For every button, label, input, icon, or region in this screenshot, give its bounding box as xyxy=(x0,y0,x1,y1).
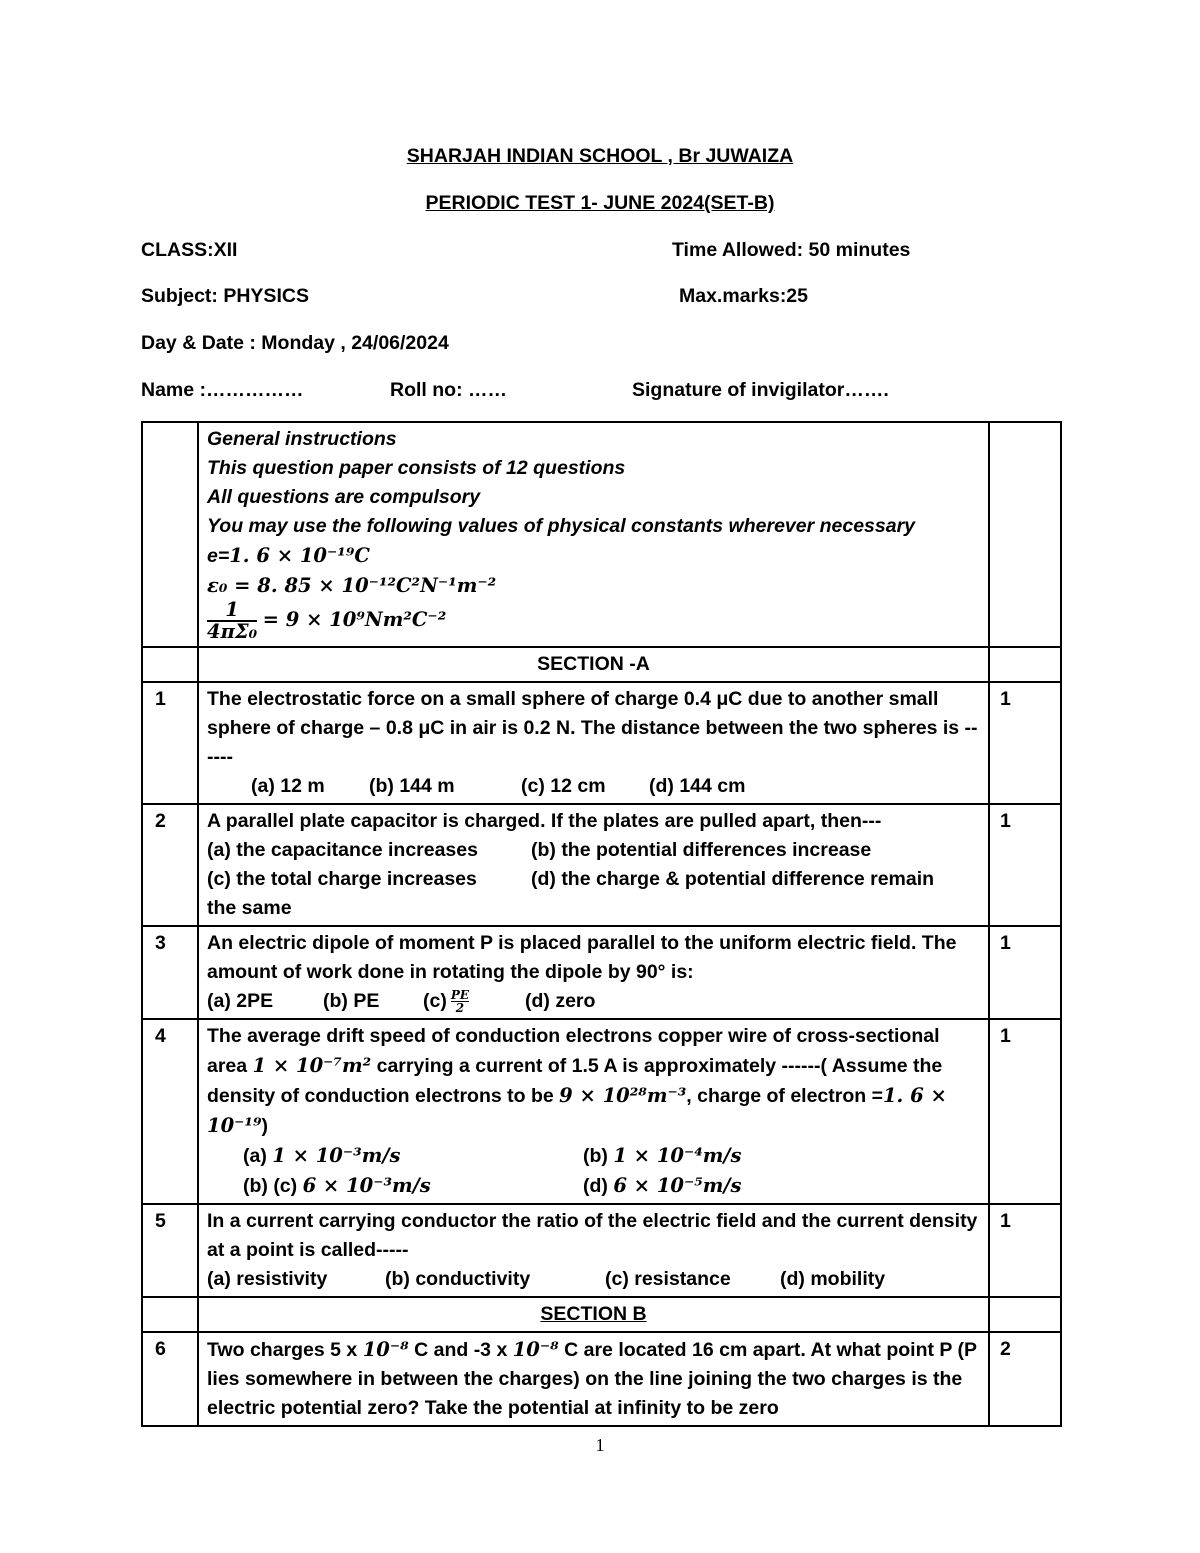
question-number: 3 xyxy=(142,926,198,1019)
option-a: (a) 12 m xyxy=(251,775,325,797)
option-b: (b) the potential differences increase xyxy=(531,839,872,861)
option-c: (c) the total charge increases xyxy=(207,868,477,890)
option-b: (b) PE xyxy=(323,990,380,1012)
option-d-continued: the same xyxy=(207,897,292,919)
question-text: A parallel plate capacitor is charged. If the plates are pulled apart, then--- xyxy=(207,810,882,832)
option-c: (c) resistance xyxy=(605,1268,731,1290)
question-number: 5 xyxy=(142,1204,198,1297)
question-row xyxy=(142,1332,1061,1426)
question-body xyxy=(198,804,989,926)
question-number: 4 xyxy=(142,1019,198,1204)
time-allowed: Time Allowed: 50 minutes xyxy=(672,239,911,261)
invigilator-signature: Signature of invigilator……. xyxy=(632,379,889,401)
question-marks: 1 xyxy=(989,926,1061,1019)
option-c: (c) $\frac{PE}{2}$ xyxy=(423,988,470,1016)
instructions-title: General instructions xyxy=(207,428,397,450)
max-marks: Max.marks:25 xyxy=(679,285,808,307)
options xyxy=(207,836,980,865)
roll-no-field: Roll no: …… xyxy=(390,379,507,401)
question-marks: 1 xyxy=(989,1019,1061,1204)
option-d: (d) mobility xyxy=(780,1268,886,1290)
subject-label: Subject: PHYSICS xyxy=(141,285,309,307)
question-text: In a current carrying conductor the ratio of the electric field and the current density at a point is called----- xyxy=(207,1210,978,1261)
option-d: (d) 6 × 10⁻⁵m/s xyxy=(583,1174,742,1197)
options xyxy=(207,1265,980,1294)
section-b-row xyxy=(142,1297,1061,1332)
instructions-cell xyxy=(198,422,989,647)
constant-k: $\frac{1}{\text{4πΣ₀}}$ = 9 × 10⁹Nm²C⁻² xyxy=(207,598,447,643)
options xyxy=(207,865,980,894)
question-body xyxy=(198,1332,989,1426)
question-body xyxy=(198,1204,989,1297)
option-b: (b) 1 × 10⁻⁴m/s xyxy=(583,1144,742,1167)
options xyxy=(207,1141,980,1171)
question-number: 6 xyxy=(142,1332,198,1426)
question-marks: 1 xyxy=(989,1204,1061,1297)
question-row xyxy=(142,1019,1061,1204)
option-b: (b) conductivity xyxy=(385,1268,531,1290)
question-body xyxy=(198,1019,989,1204)
question-table xyxy=(141,421,1062,1427)
section-a-row xyxy=(142,647,1061,682)
option-c: (b) (c) 6 × 10⁻³m/s xyxy=(243,1174,431,1197)
option-a: (a) 1 × 10⁻³m/s xyxy=(243,1144,401,1167)
question-marks: 1 xyxy=(989,682,1061,804)
section-b-heading: SECTION B xyxy=(540,1303,647,1325)
question-body xyxy=(198,926,989,1019)
option-a: (a) the capacitance increases xyxy=(207,839,478,861)
question-text: The average drift speed of conduction electrons copper wire of cross-sectional area 1 × 10⁻⁷m² carrying a current of 1.5 A is approximately ------( Assume the density of conduction electrons to be 9 × 10²⁸m⁻³, charge of electron =1. 6 × 10⁻¹⁹) xyxy=(207,1025,947,1137)
option-c: (c) 12 cm xyxy=(521,775,606,797)
question-text: Two charges 5 x 10⁻⁸ C and -3 x 10⁻⁸ C are located 16 cm apart. At what point P (P lies somewhere in between the charges) on the line joining the two charges is the electric potential zero? Take the potential at infinity to be zero xyxy=(207,1338,977,1419)
day-date: Day & Date : Monday , 24/06/2024 xyxy=(141,332,449,354)
option-a: (a) resistivity xyxy=(207,1268,328,1290)
option-d: (d) 144 cm xyxy=(649,775,746,797)
question-text: The electrostatic force on a small sphere of charge 0.4 μC due to another small sphere of charge – 0.8 μC in air is 0.2 N. The distance between the two spheres is ------ xyxy=(207,688,978,768)
option-b: (b) 144 m xyxy=(369,775,455,797)
options xyxy=(207,987,980,1016)
instruction-line: This question paper consists of 12 questions xyxy=(207,457,626,479)
question-number: 1 xyxy=(142,682,198,804)
class-label: CLASS:XII xyxy=(141,239,238,261)
option-d: (d) zero xyxy=(525,990,596,1012)
school-name: SHARJAH INDIAN SCHOOL , Br JUWAIZA xyxy=(406,145,794,167)
question-number: 2 xyxy=(142,804,198,926)
option-d: (d) the charge & potential difference remain xyxy=(531,868,935,890)
question-text: An electric dipole of moment P is placed parallel to the uniform electric field. The amount of work done in rotating the dipole by 90° is: xyxy=(207,932,957,983)
question-row xyxy=(142,1204,1061,1297)
question-row xyxy=(142,682,1061,804)
test-title: PERIODIC TEST 1- JUNE 2024(SET-B) xyxy=(425,192,775,214)
constant-e: e=1. 6 × 10⁻¹⁹C xyxy=(207,544,370,567)
question-marks: 1 xyxy=(989,804,1061,926)
question-marks: 2 xyxy=(989,1332,1061,1426)
constant-epsilon: ε₀ = 8. 85 × 10⁻¹²C²N⁻¹m⁻² xyxy=(207,574,497,597)
question-row xyxy=(142,926,1061,1019)
options xyxy=(207,1171,980,1201)
instruction-line: All questions are compulsory xyxy=(207,486,481,508)
page-number: 1 xyxy=(595,1435,605,1455)
name-field: Name :…………… xyxy=(141,379,304,401)
instructions-row xyxy=(142,422,1061,647)
question-row xyxy=(142,804,1061,926)
options xyxy=(207,772,980,801)
option-a: (a) 2PE xyxy=(207,990,274,1012)
section-a-heading: SECTION -A xyxy=(198,647,989,682)
question-body xyxy=(198,682,989,804)
instruction-line: You may use the following values of physical constants wherever necessary xyxy=(207,515,916,537)
